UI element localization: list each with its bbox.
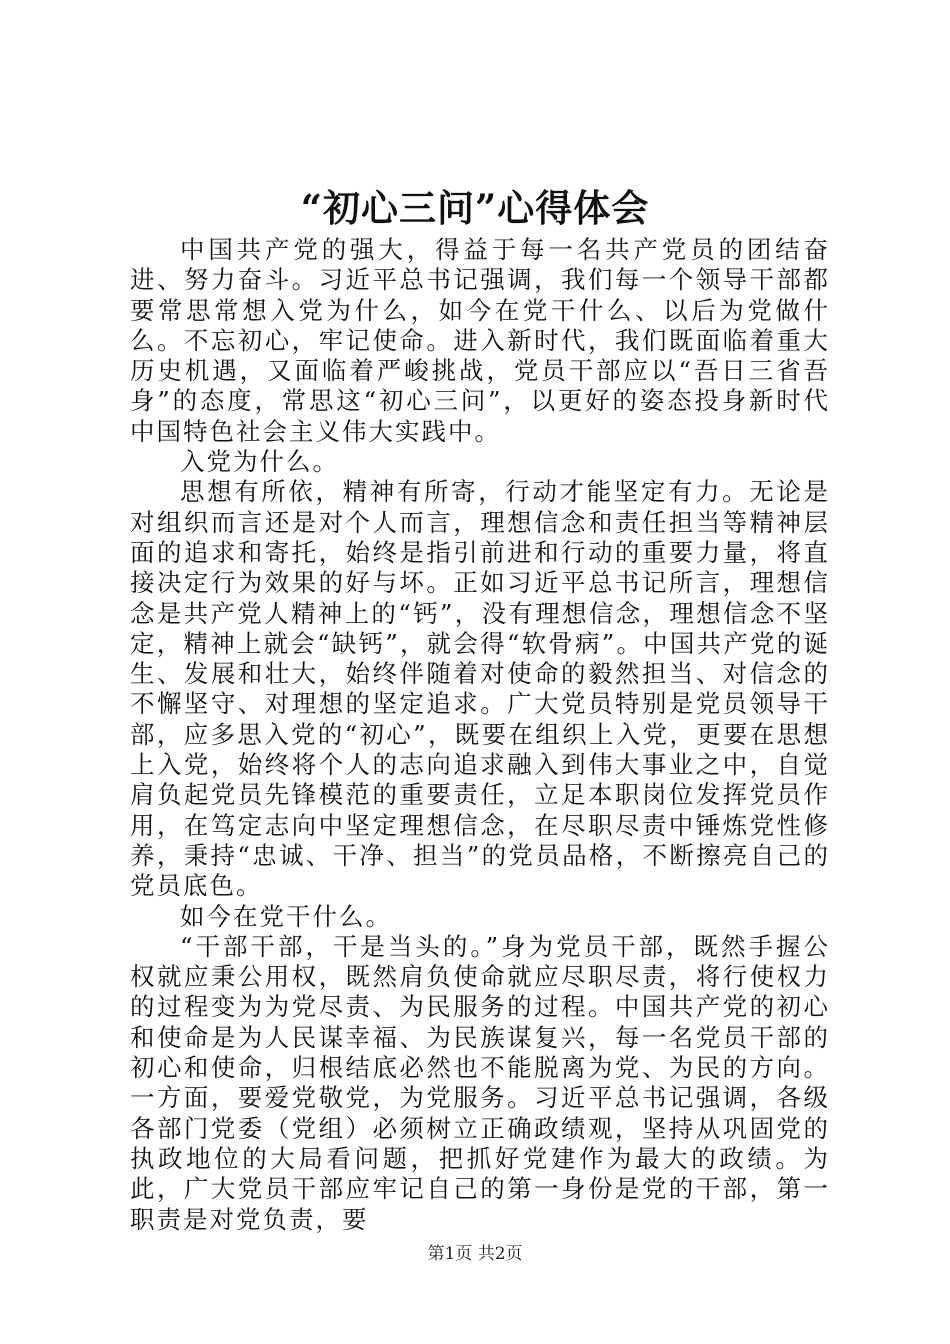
page-title: “初心三问”心得体会 (300, 186, 650, 230)
document-body (130, 235, 830, 1235)
paragraph-why-join: 思想有所依，精神有所寄，行动才能坚定有力。无论是对组织而言还是对个人而言，理想信念和责任担当等精神层面的追求和寄托，始终是指引前进和行动的重要力量，将直接决定行为效果的好与坏。正如习近平总书记所言，理想信念是共产党人精神上的“钙”，没有理想信念，理想信念不坚定，精神上就会“缺钙”，就会得“软骨病”。中国共产党的诞生、发展和壮大，始终伴随着对使命的毅然担当、对信念的不懈坚守、对理想的坚定追求。广大党员特别是党员领导干部，应多思入党的“初心”，既要在组织上入党，更要在思想上入党，始终将个人的志向追求融入到伟大事业之中，自觉肩负起党员先锋模范的重要责任，立足本职岗位发挥党员作用，在笃定志向中坚定理想信念，在尽职尽责中锤炼党性修养，秉持“忠诚、干净、担当”的党员品格，不断擦亮自己的党员底色。 (130, 477, 830, 901)
paragraph-what-doing: “干部干部，干是当头的。”身为党员干部，既然手握公权就应秉公用权，既然肩负使命就应尽职尽责，将行使权力的过程变为为党尽责、为民服务的过程。中国共产党的初心和使命是为人民谋幸福、为民族谋复兴，每一名党员干部的初心和使命，归根结底必然也不能脱离为党、为民的方向。一方面，要爱党敬党，为党服务。习近平总书记强调，各级各部门党委（党组）必须树立正确政绩观，坚持从巩固党的执政地位的大局看问题，把抓好党建作为最大的政绩。为此，广大党员干部应牢记自己的第一身份是党的干部，第一职责是对党负责，要 (130, 931, 830, 1234)
section-heading-what-doing: 如今在党干什么。 (180, 901, 392, 931)
paragraph-intro: 中国共产党的强大，得益于每一名共产党员的团结奋进、努力奋斗。习近平总书记强调，我们每一个领导干部都要常思常想入党为什么，如今在党干什么、以后为党做什么。不忘初心，牢记使命。进入新时代，我们既面临着重大历史机遇，又面临着严峻挑战，党员干部应以“吾日三省吾身”的态度，常思这“初心三问”，以更好的姿态投身新时代中国特色社会主义伟大实践中。 (130, 235, 830, 446)
page-footer: 第1页 共2页 (427, 1244, 523, 1264)
section-heading-why-join: 入党为什么。 (180, 447, 339, 477)
